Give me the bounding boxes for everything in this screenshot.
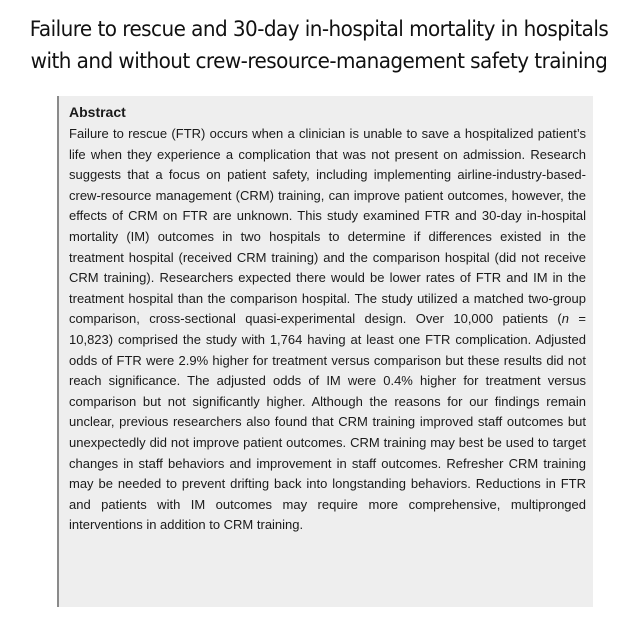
abstract-text: [69, 124, 586, 536]
abstract-text-part-1: Failure to rescue (FTR) occurs when a clinician is unable to save a hospitalized patient’s life when they experience a complication that was not present on admission. Research suggests that a focus on patient safety, including implementing airline-industry-based-crew-resource management (CRM) training, can improve patient outcomes, however, the effects of CRM on FTR are unknown. This study examined FTR and 30-day in-hospital mortality (IM) outcomes in two hospitals to determine if differences existed in the treatment hospital (received CRM training) and the comparison hospital (did not receive CRM training). Researchers expected there would be lower rates of FTR and IM in the treatment hospital than the comparison hospital. The study utilized a matched two-group comparison, cross-sectional quasi-experimental design. Over 10,000 patients (: [69, 126, 586, 327]
sample-size-symbol: n: [561, 311, 569, 327]
paper-title-line-2: with and without crew-resource-management safety training: [30, 49, 608, 74]
paper-title: [28, 14, 610, 78]
abstract-text-part-2: = 10,823) comprised the study with 1,764 having at least one FTR complication. Adjusted odds of FTR were 2.9% higher for treatment versus comparison but these results did not reach significance. The adjusted odds of IM were 0.4% higher for treatment versus comparison but not significantly higher. Although the reasons for our findings remain unclear, previous researchers also found that CRM training improved staff outcomes but unexpectedly did not improve patient outcomes. CRM training may best be used to target changes in staff behaviors and improvement in staff outcomes. Refresher CRM training may be needed to prevent drifting back into longstanding behaviors. Reductions in FTR and patients with IM outcomes may require more comprehensive, multipronged interventions in addition to CRM training.: [69, 311, 586, 533]
paper-title-line-1: Failure to rescue and 30-day in-hospital mortality in hospitals: [29, 17, 609, 42]
abstract-heading: Abstract: [69, 104, 126, 120]
abstract-section: [57, 96, 593, 607]
